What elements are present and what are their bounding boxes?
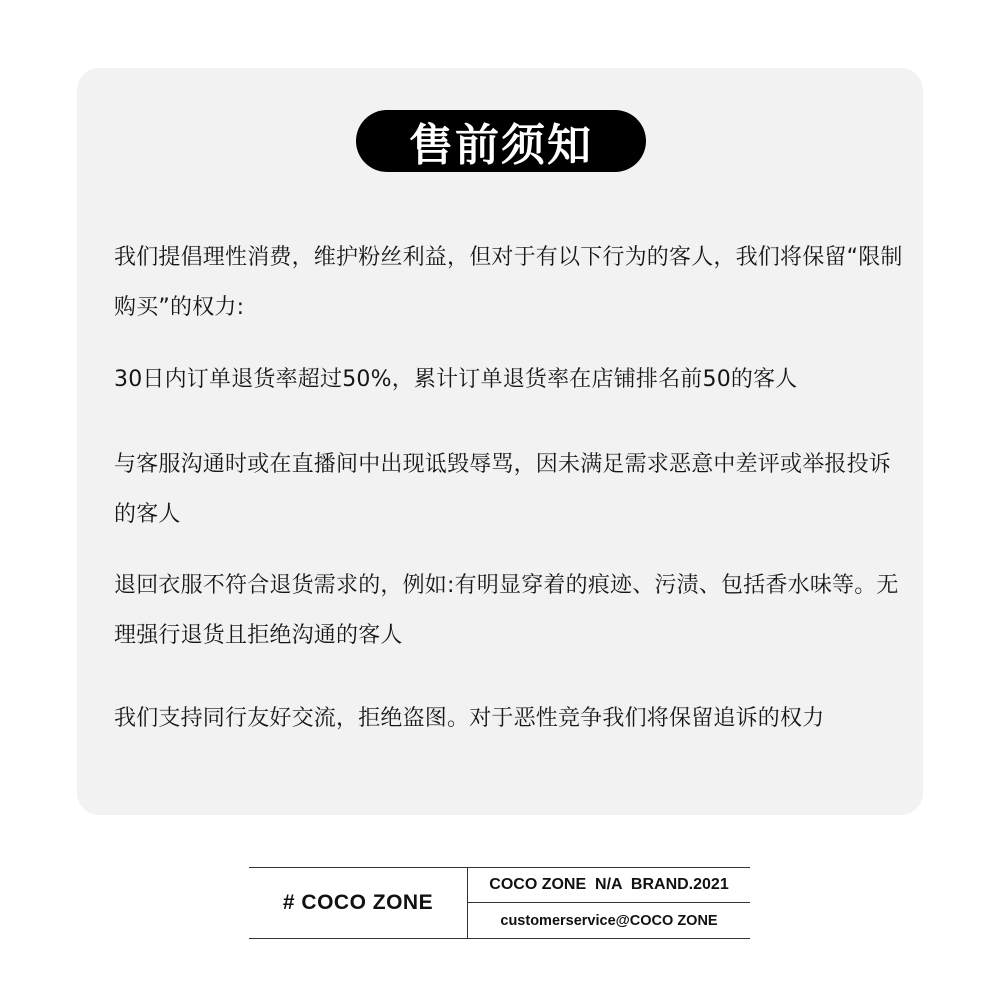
notice-paragraph-abuse: 与客服沟通时或在直播间中出现诋毁辱骂，因未满足需求恶意中差评或举报投诉的客人 — [114, 452, 892, 527]
notice-title: 售前须知 — [356, 110, 646, 172]
notice-paragraph-competition: 我们支持同行友好交流，拒绝盗图。对于恶性竞争我们将保留追诉的权力 — [114, 706, 825, 731]
notice-paragraph-return-rate: 30日内订单退货率超过50%，累计订单退货率在店铺排名前50的客人 — [114, 367, 798, 392]
notice-paragraph-intro: 我们提倡理性消费，维护粉丝利益，但对于有以下行为的客人，我们将保留“限制购买”的权力: — [114, 245, 903, 320]
footer-brand-hashtag: # COCO ZONE — [249, 868, 468, 938]
brand-footer — [249, 867, 750, 939]
notice-paragraph-return-condition: 退回衣服不符合退货需求的，例如:有明显穿着的痕迹、污渍、包括香水味等。无理强行退货且拒绝沟通的客人 — [114, 573, 899, 648]
footer-info — [468, 868, 750, 938]
notice-card — [77, 68, 923, 815]
footer-brand-line: COCO ZONE N/A BRAND.2021 — [468, 868, 750, 903]
footer-contact-email: customerservice@COCO ZONE — [500, 912, 718, 929]
